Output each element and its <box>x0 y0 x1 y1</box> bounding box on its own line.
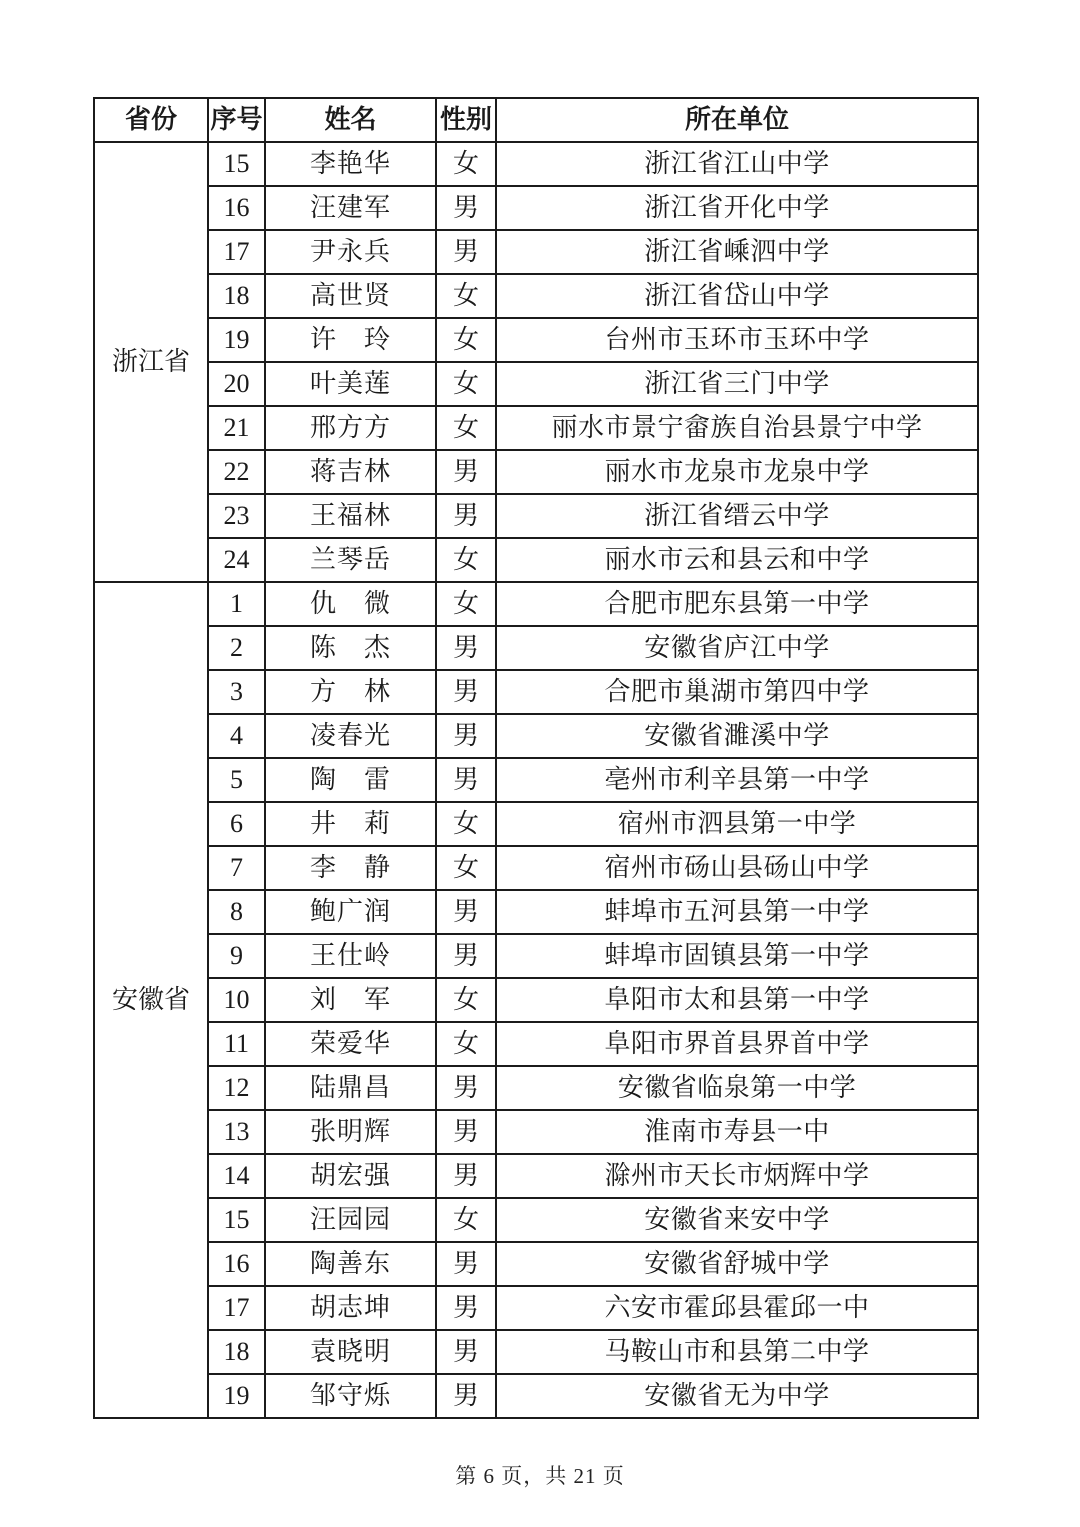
table-row <box>94 494 978 538</box>
gender-cell: 男 <box>436 186 496 230</box>
table-row <box>94 230 978 274</box>
name-cell: 兰琴岳 <box>265 538 436 582</box>
table-row <box>94 890 978 934</box>
table-row <box>94 362 978 406</box>
unit-cell: 阜阳市太和县第一中学 <box>496 978 978 1022</box>
table-row <box>94 670 978 714</box>
unit-cell: 阜阳市界首县界首中学 <box>496 1022 978 1066</box>
unit-cell: 安徽省无为中学 <box>496 1374 978 1418</box>
unit-cell: 浙江省三门中学 <box>496 362 978 406</box>
unit-cell: 浙江省岱山中学 <box>496 274 978 318</box>
name-cell: 陈 杰 <box>265 626 436 670</box>
name-cell: 鲍广润 <box>265 890 436 934</box>
seq-cell: 20 <box>208 362 265 406</box>
name-cell: 汪建军 <box>265 186 436 230</box>
name-cell: 胡志坤 <box>265 1286 436 1330</box>
table-row <box>94 450 978 494</box>
gender-cell: 男 <box>436 1242 496 1286</box>
name-cell: 仇 微 <box>265 582 436 626</box>
table-row <box>94 538 978 582</box>
gender-cell: 男 <box>436 758 496 802</box>
gender-cell: 女 <box>436 274 496 318</box>
gender-cell: 男 <box>436 670 496 714</box>
name-cell: 井 莉 <box>265 802 436 846</box>
table-row <box>94 1374 978 1418</box>
table-row <box>94 1242 978 1286</box>
seq-cell: 19 <box>208 1374 265 1418</box>
header-name: 姓名 <box>265 98 436 142</box>
table-row <box>94 142 978 186</box>
unit-cell: 蚌埠市固镇县第一中学 <box>496 934 978 978</box>
unit-cell: 宿州市泗县第一中学 <box>496 802 978 846</box>
seq-cell: 4 <box>208 714 265 758</box>
name-cell: 高世贤 <box>265 274 436 318</box>
table-row <box>94 582 978 626</box>
name-cell: 荣爱华 <box>265 1022 436 1066</box>
name-cell: 许 玲 <box>265 318 436 362</box>
name-cell: 胡宏强 <box>265 1154 436 1198</box>
name-cell: 陆鼎昌 <box>265 1066 436 1110</box>
seq-cell: 12 <box>208 1066 265 1110</box>
seq-cell: 1 <box>208 582 265 626</box>
gender-cell: 女 <box>436 406 496 450</box>
name-cell: 邹守烁 <box>265 1374 436 1418</box>
unit-cell: 滁州市天长市炳辉中学 <box>496 1154 978 1198</box>
unit-cell: 马鞍山市和县第二中学 <box>496 1330 978 1374</box>
name-cell: 刘 军 <box>265 978 436 1022</box>
seq-cell: 23 <box>208 494 265 538</box>
table-row <box>94 1330 978 1374</box>
name-cell: 王福林 <box>265 494 436 538</box>
name-cell: 尹永兵 <box>265 230 436 274</box>
seq-cell: 6 <box>208 802 265 846</box>
table-row <box>94 1066 978 1110</box>
gender-cell: 男 <box>436 1374 496 1418</box>
roster-table <box>93 97 979 1419</box>
gender-cell: 男 <box>436 714 496 758</box>
name-cell: 王仕岭 <box>265 934 436 978</box>
seq-cell: 8 <box>208 890 265 934</box>
gender-cell: 女 <box>436 362 496 406</box>
province-cell: 浙江省 <box>94 142 208 582</box>
gender-cell: 男 <box>436 1154 496 1198</box>
name-cell: 汪园园 <box>265 1198 436 1242</box>
seq-cell: 18 <box>208 1330 265 1374</box>
seq-cell: 14 <box>208 1154 265 1198</box>
gender-cell: 男 <box>436 934 496 978</box>
seq-cell: 13 <box>208 1110 265 1154</box>
name-cell: 李艳华 <box>265 142 436 186</box>
table-row <box>94 274 978 318</box>
gender-cell: 女 <box>436 582 496 626</box>
table-row <box>94 758 978 802</box>
gender-cell: 女 <box>436 802 496 846</box>
table-row <box>94 1154 978 1198</box>
unit-cell: 安徽省临泉第一中学 <box>496 1066 978 1110</box>
table-row <box>94 802 978 846</box>
gender-cell: 女 <box>436 978 496 1022</box>
name-cell: 蒋吉林 <box>265 450 436 494</box>
gender-cell: 男 <box>436 230 496 274</box>
gender-cell: 男 <box>436 1066 496 1110</box>
seq-cell: 10 <box>208 978 265 1022</box>
name-cell: 张明辉 <box>265 1110 436 1154</box>
gender-cell: 男 <box>436 1110 496 1154</box>
unit-cell: 浙江省开化中学 <box>496 186 978 230</box>
gender-cell: 男 <box>436 890 496 934</box>
seq-cell: 11 <box>208 1022 265 1066</box>
gender-cell: 女 <box>436 538 496 582</box>
seq-cell: 7 <box>208 846 265 890</box>
gender-cell: 女 <box>436 142 496 186</box>
province-cell: 安徽省 <box>94 582 208 1418</box>
table-row <box>94 714 978 758</box>
unit-cell: 安徽省来安中学 <box>496 1198 978 1242</box>
unit-cell: 丽水市龙泉市龙泉中学 <box>496 450 978 494</box>
name-cell: 陶 雷 <box>265 758 436 802</box>
seq-cell: 24 <box>208 538 265 582</box>
table-row <box>94 1110 978 1154</box>
name-cell: 凌春光 <box>265 714 436 758</box>
table-row <box>94 1286 978 1330</box>
unit-cell: 安徽省舒城中学 <box>496 1242 978 1286</box>
unit-cell: 浙江省缙云中学 <box>496 494 978 538</box>
name-cell: 邢方方 <box>265 406 436 450</box>
table-row <box>94 846 978 890</box>
unit-cell: 安徽省濉溪中学 <box>496 714 978 758</box>
seq-cell: 17 <box>208 230 265 274</box>
seq-cell: 5 <box>208 758 265 802</box>
name-cell: 叶美莲 <box>265 362 436 406</box>
seq-cell: 18 <box>208 274 265 318</box>
header-seq: 序号 <box>208 98 265 142</box>
name-cell: 方 林 <box>265 670 436 714</box>
unit-cell: 蚌埠市五河县第一中学 <box>496 890 978 934</box>
table-row <box>94 186 978 230</box>
gender-cell: 男 <box>436 626 496 670</box>
unit-cell: 浙江省嵊泗中学 <box>496 230 978 274</box>
gender-cell: 女 <box>436 1198 496 1242</box>
name-cell: 袁晓明 <box>265 1330 436 1374</box>
unit-cell: 亳州市利辛县第一中学 <box>496 758 978 802</box>
table-row <box>94 978 978 1022</box>
header-row <box>94 98 978 142</box>
name-cell: 陶善东 <box>265 1242 436 1286</box>
unit-cell: 安徽省庐江中学 <box>496 626 978 670</box>
header-province: 省份 <box>94 98 208 142</box>
table-row <box>94 1022 978 1066</box>
seq-cell: 19 <box>208 318 265 362</box>
unit-cell: 合肥市巢湖市第四中学 <box>496 670 978 714</box>
table-row <box>94 1198 978 1242</box>
gender-cell: 女 <box>436 1022 496 1066</box>
unit-cell: 宿州市砀山县砀山中学 <box>496 846 978 890</box>
unit-cell: 丽水市景宁畲族自治县景宁中学 <box>496 406 978 450</box>
unit-cell: 合肥市肥东县第一中学 <box>496 582 978 626</box>
name-cell: 李 静 <box>265 846 436 890</box>
header-gender: 性别 <box>436 98 496 142</box>
unit-cell: 淮南市寿县一中 <box>496 1110 978 1154</box>
seq-cell: 16 <box>208 1242 265 1286</box>
gender-cell: 男 <box>436 1286 496 1330</box>
table-body <box>94 142 978 1418</box>
seq-cell: 3 <box>208 670 265 714</box>
gender-cell: 女 <box>436 318 496 362</box>
unit-cell: 六安市霍邱县霍邱一中 <box>496 1286 978 1330</box>
seq-cell: 17 <box>208 1286 265 1330</box>
seq-cell: 16 <box>208 186 265 230</box>
seq-cell: 21 <box>208 406 265 450</box>
seq-cell: 22 <box>208 450 265 494</box>
unit-cell: 台州市玉环市玉环中学 <box>496 318 978 362</box>
table-row <box>94 406 978 450</box>
unit-cell: 浙江省江山中学 <box>496 142 978 186</box>
table-row <box>94 626 978 670</box>
seq-cell: 15 <box>208 142 265 186</box>
gender-cell: 男 <box>436 450 496 494</box>
gender-cell: 女 <box>436 846 496 890</box>
gender-cell: 男 <box>436 494 496 538</box>
seq-cell: 15 <box>208 1198 265 1242</box>
header-unit: 所在单位 <box>496 98 978 142</box>
table-row <box>94 934 978 978</box>
page-number-footer: 第 6 页，共 21 页 <box>455 1464 625 1488</box>
seq-cell: 2 <box>208 626 265 670</box>
gender-cell: 男 <box>436 1330 496 1374</box>
seq-cell: 9 <box>208 934 265 978</box>
unit-cell: 丽水市云和县云和中学 <box>496 538 978 582</box>
table-row <box>94 318 978 362</box>
